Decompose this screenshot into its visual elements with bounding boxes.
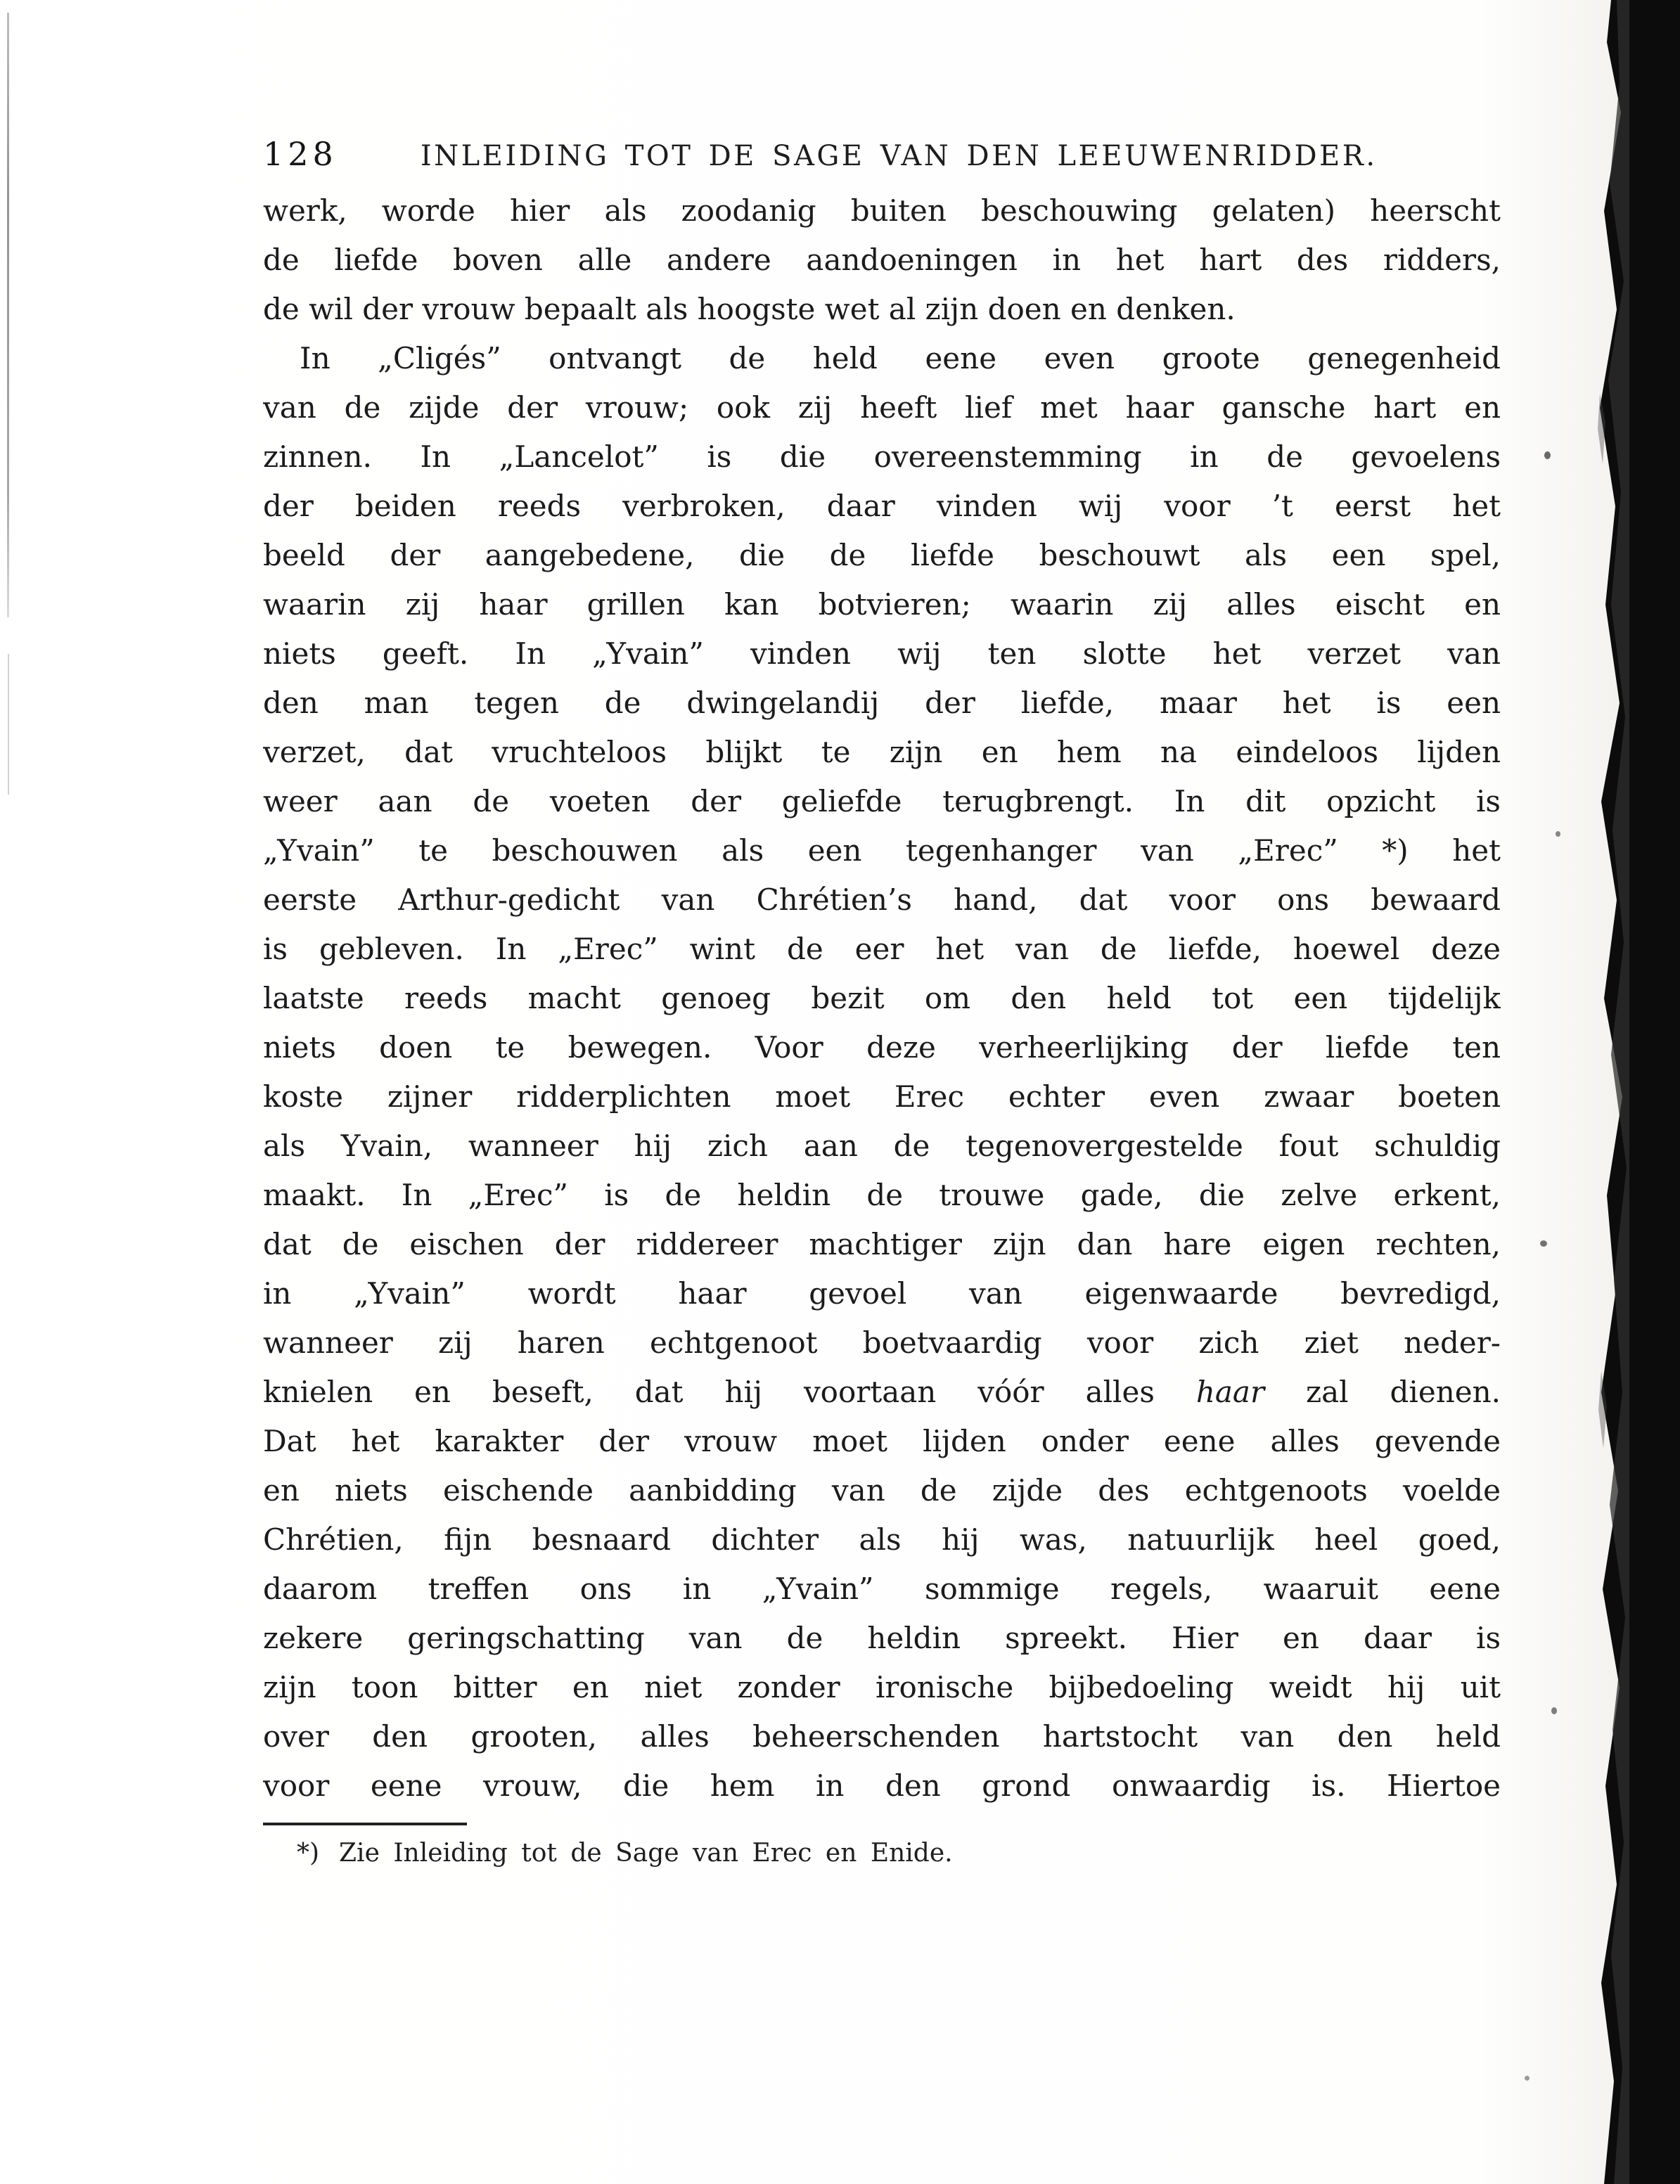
line-text: In „Cligés” ontvangt de held eene even groote genegenheid: [300, 341, 1501, 375]
text-line: [263, 1072, 1501, 1122]
line-text: de liefde boven alle andere aandoeningen in het hart des ridders,: [263, 243, 1501, 277]
line-text: zijn toon bitter en niet zonder ironische bijbedoeling weidt hij uit: [263, 1670, 1501, 1704]
text-line: [263, 186, 1501, 236]
line-text: beeld der aangebedene, die de liefde beschouwt als een spel,: [263, 538, 1501, 572]
text-line: [263, 1515, 1501, 1565]
line-text: waarin zij haar grillen kan botvieren; waarin zij alles eischt en: [263, 587, 1501, 622]
text-line: [263, 482, 1501, 531]
scan-speck: [1544, 451, 1551, 459]
page-number: 128: [263, 135, 338, 173]
scan-artifact-left-edge-2: [8, 654, 9, 795]
line-text: in „Yvain” wordt haar gevoel van eigenwaarde bevredigd,: [263, 1276, 1501, 1311]
footnote-divider: [263, 1823, 467, 1825]
line-text: weer aan de voeten der geliefde terugbrengt. In dit opzicht is: [263, 784, 1501, 818]
footnote-marker: *): [297, 1839, 320, 1868]
line-text: niets doen te bewegen. Voor deze verheerlijking der liefde ten: [263, 1030, 1501, 1065]
text-line: [263, 1614, 1501, 1663]
text-line: [263, 334, 1501, 383]
text-line: [263, 1269, 1501, 1318]
text-line: [263, 1466, 1501, 1515]
text-line: [263, 432, 1501, 482]
text-line: [263, 236, 1501, 285]
line-text: over den grooten, alles beheerschenden hartstocht van den held: [263, 1719, 1501, 1754]
text-line: [263, 629, 1501, 679]
page-header-title: INLEIDING TOT DE SAGE VAN DEN LEEUWENRIDDER.: [420, 140, 1378, 172]
line-text: werk, worde hier als zoodanig buiten beschouwing gelaten) heerscht: [263, 193, 1501, 228]
text-line: [263, 1663, 1501, 1712]
line-text: van de zijde der vrouw; ook zij heeft lief met haar gansche hart en: [263, 390, 1501, 425]
line-text: de wil der vrouw bepaalt als hoogste wet al zijn doen en denken.: [263, 292, 1236, 326]
text-line: [263, 925, 1501, 974]
text-line: [263, 1220, 1501, 1269]
line-text: maakt. In „Erec” is de heldin de trouwe gade, die zelve erkent,: [263, 1178, 1501, 1212]
line-text: wanneer zij haren echtgenoot boetvaardig voor zich ziet neder-: [263, 1325, 1501, 1360]
text-line: [263, 1712, 1501, 1761]
text-line: [263, 728, 1501, 777]
scan-speck: [1556, 831, 1560, 837]
line-text: dat de eischen der riddereer machtiger zijn dan hare eigen rechten,: [263, 1227, 1501, 1261]
text-line: [263, 777, 1501, 826]
text-line: [263, 580, 1501, 629]
scan-speck: [1525, 2076, 1530, 2081]
footnote: [263, 1834, 1501, 1873]
text-line: [263, 1368, 1501, 1417]
line-text: Chrétien, fijn besnaard dichter als hij was, natuurlijk heel goed,: [263, 1522, 1501, 1557]
line-text: eerste Arthur-gedicht van Chrétien’s hand, dat voor ons bewaard: [263, 882, 1501, 917]
text-line: [263, 383, 1501, 432]
text-line: [263, 531, 1501, 580]
line-text: der beiden reeds verbroken, daar vinden wij voor ’t eerst het: [263, 489, 1501, 523]
text-line: [263, 974, 1501, 1023]
line-text: als Yvain, wanneer hij zich aan de tegenovergestelde fout schuldig: [263, 1129, 1501, 1163]
line-text: koste zijner ridderplichten moet Erec echter even zwaar boeten: [263, 1079, 1501, 1114]
text-line: [263, 1565, 1501, 1614]
line-text: zekere geringschatting van de heldin spreekt. Hier en daar is: [263, 1621, 1501, 1655]
text-line: [263, 1318, 1501, 1368]
scan-artifact-right-band: [1575, 0, 1680, 2184]
line-text: voor eene vrouw, die hem in den grond onwaardig is. Hiertoe: [263, 1768, 1501, 1803]
text-line: [263, 1122, 1501, 1171]
text-line: [263, 679, 1501, 728]
page-header: [263, 135, 1501, 173]
line-text: en niets eischende aanbidding van de zijde des echtgenoots voelde: [263, 1473, 1501, 1508]
line-text: Dat het karakter der vrouw moet lijden onder eene alles gevende: [263, 1424, 1501, 1458]
text-line: [263, 285, 1501, 334]
text-line: [263, 1761, 1501, 1811]
emphasized-word: haar: [1195, 1375, 1265, 1409]
text-line: [263, 1171, 1501, 1220]
line-text: daarom treffen ons in „Yvain” sommige regels, waaruit eene: [263, 1572, 1501, 1606]
line-text: laatste reeds macht genoeg bezit om den held tot een tijdelijk: [263, 981, 1501, 1015]
line-text: den man tegen de dwingelandij der liefde, maar het is een: [263, 686, 1501, 720]
text-line: [263, 875, 1501, 925]
line-text: „Yvain” te beschouwen als een tegenhanger van „Erec” *) het: [263, 833, 1501, 868]
text-line: [263, 1023, 1501, 1072]
body-text: [263, 186, 1501, 1811]
footnote-text: Zie Inleiding tot de Sage van Erec en Enide.: [339, 1839, 953, 1868]
scan-speck: [1540, 1240, 1547, 1247]
text-line: [263, 1417, 1501, 1466]
text-line: [263, 826, 1501, 875]
line-text: is gebleven. In „Erec” wint de eer het van de liefde, hoewel deze: [263, 932, 1501, 966]
line-text: verzet, dat vruchteloos blijkt te zijn en hem na eindeloos lijden: [263, 735, 1501, 769]
scan-artifact-left-edge: [7, 13, 9, 617]
line-text: niets geeft. In „Yvain” vinden wij ten slotte het verzet van: [263, 636, 1501, 671]
line-text: zinnen. In „Lancelot” is die overeenstemming in de gevoelens: [263, 439, 1501, 474]
scan-speck: [1551, 1707, 1557, 1714]
line-text: knielen en beseft, dat hij voortaan vóór alles: [263, 1375, 1196, 1409]
line-text: zal dienen.: [1264, 1375, 1501, 1409]
